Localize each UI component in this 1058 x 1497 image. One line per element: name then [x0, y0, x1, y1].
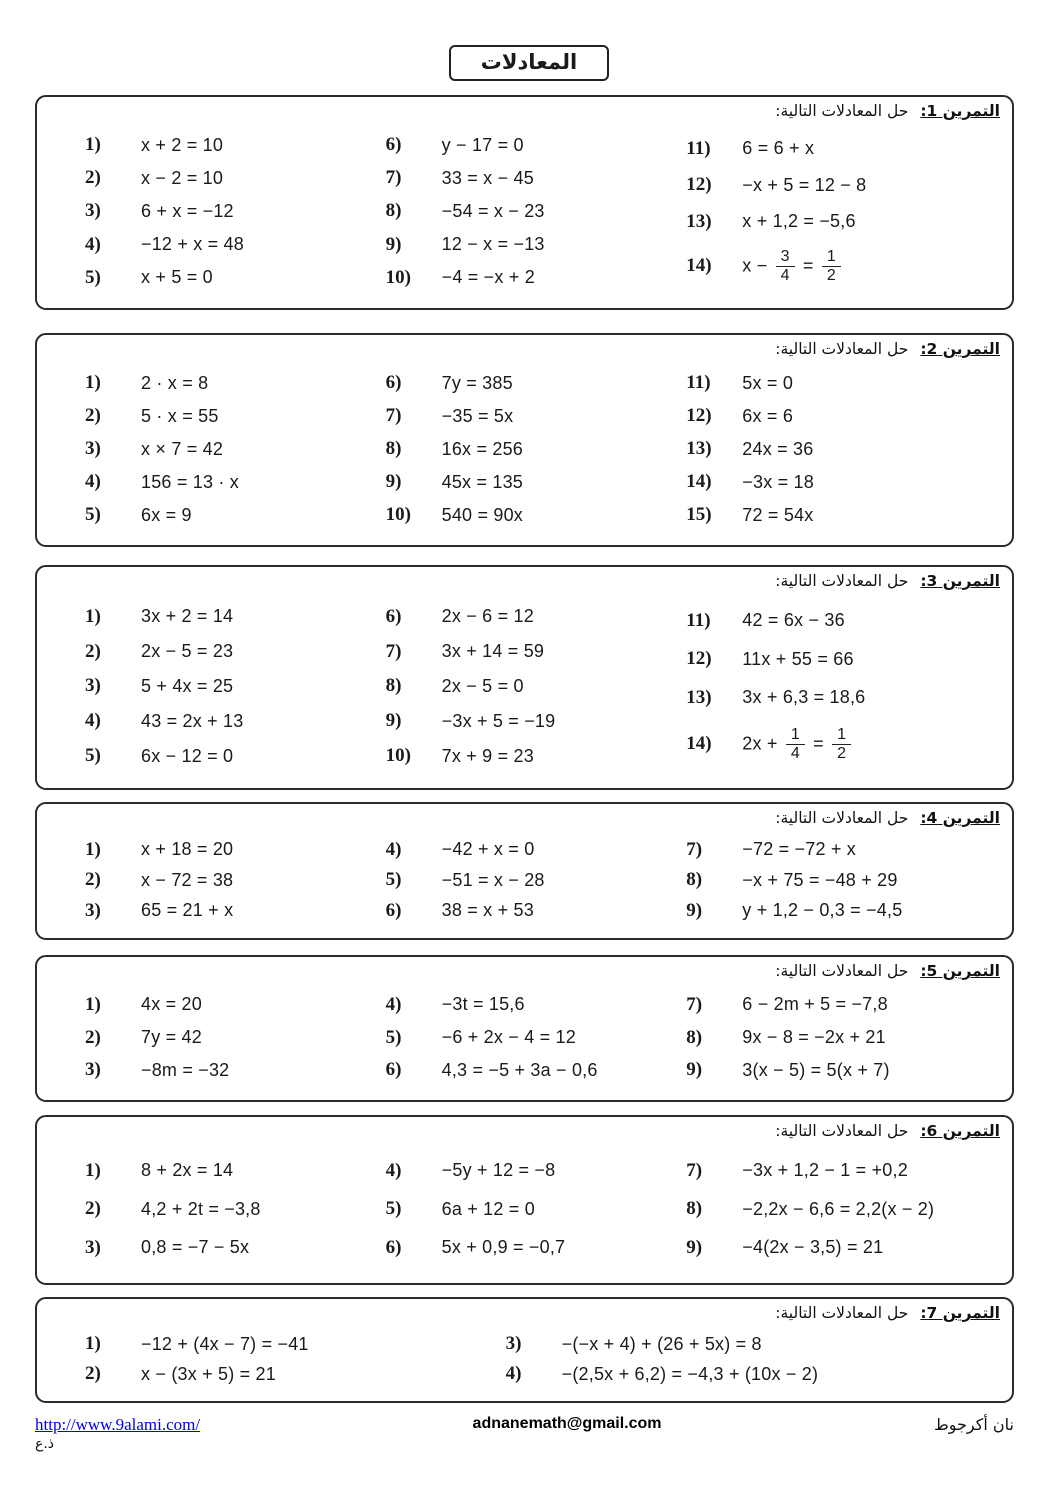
- item-number: 3): [85, 438, 101, 459]
- equation-item: [386, 504, 687, 526]
- equation-text: x + 18 = 20: [141, 839, 234, 859]
- equation-item: [686, 405, 1002, 427]
- item-number: 4): [385, 838, 402, 860]
- equation-item: [85, 167, 386, 189]
- exercise-3-items: [37, 567, 1012, 788]
- item-number: 2): [85, 1026, 101, 1048]
- equation-item: [85, 869, 386, 891]
- exercise-1-header: [775, 102, 1000, 120]
- equation-text: −x + 75 = −48 + 29: [742, 869, 898, 890]
- equation-item: [386, 267, 687, 289]
- equation-item: [686, 1160, 1002, 1182]
- equation-text: x + 5 = 0: [141, 267, 213, 288]
- equation-text: 2x − 5 = 23: [141, 641, 234, 662]
- equation-text: 0,8 = −7 − 5x: [141, 1237, 250, 1257]
- equation-item: [686, 900, 1002, 922]
- equation-text: 4x = 20: [141, 994, 202, 1015]
- equation-item: [386, 606, 687, 628]
- item-number: 4): [85, 710, 101, 732]
- equation-text: x − $\frac{3}{4}$ = $\frac{1}{2}$: [742, 248, 844, 286]
- author-name: نان أكرجوط: [933, 1415, 1014, 1434]
- exercise-5-instruction: حل المعادلات التالية:: [775, 962, 909, 980]
- equation-text: 6 = 6 + x: [742, 138, 815, 159]
- equation-item: [686, 138, 1002, 160]
- item-number: 6): [385, 899, 402, 921]
- exercise-3-header: [775, 572, 1000, 590]
- equation-item: [386, 869, 687, 891]
- item-number: 7): [686, 1159, 703, 1181]
- equation-item: [85, 1333, 506, 1355]
- equation-item: [686, 1027, 1002, 1049]
- item-number: 5): [385, 1198, 402, 1219]
- equation-item: [85, 745, 386, 767]
- equation-item: [85, 372, 386, 394]
- item-number: 11): [686, 137, 711, 159]
- equation-text: −8m = −32: [141, 1059, 230, 1080]
- item-number: 4): [85, 471, 101, 492]
- exercise-column: [85, 1143, 386, 1275]
- equation-item: [386, 372, 687, 394]
- equation-text: −4(2x − 3,5) = 21: [742, 1237, 884, 1257]
- exercise-1-instruction: حل المعادلات التالية:: [775, 102, 909, 120]
- equation-item: [386, 167, 687, 189]
- equation-text: 9x − 8 = −2x + 21: [742, 1027, 886, 1047]
- exercise-2-items: [37, 335, 1012, 545]
- item-number: 5): [85, 504, 101, 525]
- item-number: 5): [85, 745, 101, 767]
- equation-text: 6a + 12 = 0: [441, 1198, 535, 1219]
- item-number: 6): [385, 134, 402, 156]
- equation-item: [686, 174, 1002, 196]
- item-number: 15): [686, 504, 712, 525]
- equation-text: 5 + 4x = 25: [141, 675, 234, 696]
- exercise-column: [386, 983, 687, 1092]
- equation-item: [686, 438, 1002, 460]
- equation-text: 5x + 0,9 = −0,7: [441, 1237, 566, 1257]
- equation-text: −12 + (4x − 7) = −41: [141, 1333, 309, 1354]
- exercise-column: [506, 1325, 1002, 1393]
- item-number: 7): [385, 640, 402, 662]
- item-number: 3): [85, 200, 101, 222]
- item-number: 8): [686, 1198, 703, 1219]
- exercise-7-box: [35, 1297, 1014, 1403]
- equation-item: [686, 504, 1002, 526]
- item-number: 4): [85, 233, 101, 255]
- equation-item: [686, 1198, 1002, 1220]
- equation-text: 5x = 0: [742, 372, 794, 393]
- equation-item: [386, 994, 687, 1016]
- item-number: 6): [385, 1236, 402, 1258]
- equation-text: −2,2x − 6,6 = 2,2(x − 2): [742, 1198, 935, 1219]
- fraction: $\frac{1}{2}$: [822, 248, 841, 286]
- item-number: 7): [686, 838, 703, 860]
- equation-item: [386, 1027, 687, 1049]
- equation-item: [85, 1059, 386, 1081]
- equation-text: 3x + 14 = 59: [441, 641, 545, 662]
- equation-item: [85, 134, 386, 156]
- item-number: 3): [85, 675, 101, 697]
- item-number: 8): [686, 1026, 703, 1048]
- exercise-column: [686, 830, 1002, 930]
- exercise-column: [85, 983, 386, 1092]
- equation-item: [686, 372, 1002, 394]
- item-number: 8): [385, 200, 402, 222]
- exercise-3-title: التمرين 3:: [920, 572, 1000, 590]
- equation-text: −4 = −x + 2: [441, 267, 535, 288]
- equation-item: [506, 1363, 1002, 1385]
- equation-text: 6x − 12 = 0: [141, 745, 234, 766]
- footer-left: [35, 1415, 200, 1452]
- exercise-column: [386, 361, 687, 537]
- equation-item: [686, 648, 1002, 670]
- equation-item: [85, 504, 386, 526]
- equation-text: 45x = 135: [441, 471, 524, 492]
- fraction: $\frac{1}{4}$: [786, 726, 805, 764]
- item-number: 4): [385, 993, 402, 1015]
- equation-text: −3x + 5 = −19: [441, 710, 556, 731]
- equation-text: −3t = 15,6: [441, 994, 525, 1015]
- item-number: 2): [85, 167, 101, 189]
- equation-text: 4,2 + 2t = −3,8: [141, 1198, 261, 1219]
- equation-item: [686, 994, 1002, 1016]
- equation-item: [386, 839, 687, 861]
- exercise-2-header: [775, 340, 1000, 358]
- item-number: 5): [385, 869, 402, 890]
- equation-text: 33 = x − 45: [441, 167, 534, 188]
- exercise-column: [686, 361, 1002, 537]
- exercise-boxes: [35, 95, 1014, 1403]
- fraction: $\frac{3}{4}$: [776, 248, 795, 286]
- equation-text: 4,3 = −5 + 3a − 0,6: [441, 1059, 598, 1080]
- exercise-7-instruction: حل المعادلات التالية:: [775, 1304, 909, 1322]
- equation-item: [506, 1333, 1002, 1355]
- item-number: 2): [85, 1363, 101, 1384]
- exercise-column: [686, 983, 1002, 1092]
- equation-item: [386, 471, 687, 493]
- item-number: 5): [385, 1026, 402, 1048]
- item-number: 13): [686, 686, 712, 708]
- exercise-column: [85, 1325, 506, 1393]
- equation-item: [686, 726, 1002, 764]
- item-number: 8): [385, 438, 402, 459]
- equation-item: [386, 1059, 687, 1081]
- exercise-5-title: التمرين 5:: [920, 962, 1000, 980]
- item-number: 1): [85, 134, 101, 156]
- item-number: 10): [385, 745, 411, 767]
- exercise-column: [686, 123, 1002, 300]
- equation-text: −42 + x = 0: [441, 839, 535, 859]
- item-number: 3): [505, 1333, 522, 1354]
- item-number: 14): [686, 255, 712, 277]
- equation-text: −3x + 1,2 − 1 = +0,2: [742, 1160, 908, 1180]
- item-number: 3): [85, 899, 101, 921]
- equation-text: −51 = x − 28: [441, 869, 545, 890]
- item-number: 11): [686, 609, 711, 631]
- exercise-6-items: [37, 1117, 1012, 1283]
- equation-text: −12 + x = 48: [141, 234, 244, 255]
- item-number: 7): [385, 405, 402, 426]
- exercise-column: [85, 593, 386, 780]
- item-number: 3): [85, 1236, 101, 1258]
- equation-text: 11x + 55 = 66: [742, 648, 854, 669]
- equation-item: [85, 710, 386, 732]
- equation-item: [386, 405, 687, 427]
- item-number: 9): [385, 471, 402, 492]
- item-number: 1): [85, 993, 101, 1015]
- equation-item: [85, 606, 386, 628]
- equation-item: [85, 267, 386, 289]
- exercise-1-items: [37, 97, 1012, 308]
- equation-item: [386, 134, 687, 156]
- equation-text: y + 1,2 − 0,3 = −4,5: [742, 900, 903, 920]
- item-number: 8): [686, 869, 703, 890]
- equation-item: [686, 471, 1002, 493]
- equation-text: 43 = 2x + 13: [141, 710, 244, 731]
- exercise-7-title: التمرين 7:: [920, 1304, 1000, 1322]
- item-number: 14): [686, 471, 712, 492]
- exercise-1-title: التمرين 1:: [920, 102, 1000, 120]
- equation-item: [85, 234, 386, 256]
- item-number: 6): [385, 605, 402, 627]
- equation-text: 12 − x = −13: [441, 234, 545, 255]
- equation-item: [85, 1237, 386, 1259]
- equation-text: x − (3x + 5) = 21: [141, 1363, 276, 1384]
- equation-item: [85, 641, 386, 663]
- equation-item: [386, 234, 687, 256]
- item-number: 9): [385, 233, 402, 255]
- item-number: 10): [385, 504, 411, 525]
- equation-text: x × 7 = 42: [141, 438, 224, 459]
- item-number: 1): [85, 605, 101, 627]
- exercise-6-box: [35, 1115, 1014, 1285]
- equation-item: [686, 211, 1002, 233]
- item-number: 7): [686, 993, 703, 1015]
- item-number: 4): [385, 1159, 402, 1181]
- exercise-4-box: [35, 802, 1014, 940]
- equation-item: [386, 675, 687, 697]
- item-number: 13): [686, 438, 712, 459]
- equation-item: [85, 438, 386, 460]
- equation-text: 3(x − 5) = 5(x + 7): [742, 1059, 890, 1080]
- equation-item: [386, 1237, 687, 1259]
- exercise-3-instruction: حل المعادلات التالية:: [775, 572, 909, 590]
- exercise-6-instruction: حل المعادلات التالية:: [775, 1122, 909, 1140]
- exercise-2-box: [35, 333, 1014, 547]
- item-number: 12): [686, 174, 712, 196]
- exercise-4-header: [775, 809, 1000, 827]
- equation-text: 7x + 9 = 23: [441, 745, 534, 766]
- equation-item: [85, 471, 386, 493]
- title-row: [0, 0, 1058, 81]
- equation-text: 6 − 2m + 5 = −7,8: [742, 994, 888, 1015]
- equation-item: [686, 248, 1002, 286]
- equation-text: 6x = 9: [141, 504, 192, 525]
- equation-text: x + 2 = 10: [141, 134, 224, 155]
- exercise-column: [386, 1143, 687, 1275]
- equation-item: [85, 900, 386, 922]
- item-number: 1): [85, 1159, 101, 1181]
- exercise-column: [85, 830, 386, 930]
- equation-text: 2x − 6 = 12: [441, 606, 534, 627]
- equation-item: [85, 200, 386, 222]
- equation-text: 540 = 90x: [441, 504, 524, 525]
- exercise-column: [386, 123, 687, 300]
- equation-text: 42 = 6x − 36: [742, 610, 845, 631]
- equation-item: [386, 200, 687, 222]
- equation-item: [85, 1027, 386, 1049]
- exercise-5-box: [35, 955, 1014, 1102]
- item-number: 13): [686, 210, 712, 232]
- equation-item: [85, 994, 386, 1016]
- item-number: 1): [85, 838, 101, 860]
- equation-text: −x + 5 = 12 − 8: [742, 174, 867, 195]
- equation-item: [85, 839, 386, 861]
- item-number: 2): [85, 640, 101, 662]
- exercise-7-header: [775, 1304, 1000, 1322]
- equation-item: [386, 710, 687, 732]
- item-number: 5): [85, 266, 101, 288]
- item-number: 1): [85, 1333, 101, 1354]
- exercise-6-title: التمرين 6:: [920, 1122, 1000, 1140]
- item-number: 8): [385, 675, 402, 697]
- equation-text: −35 = 5x: [441, 405, 514, 426]
- exercise-5-header: [775, 962, 1000, 980]
- equation-text: 65 = 21 + x: [141, 900, 234, 920]
- item-number: 3): [85, 1059, 101, 1081]
- equation-text: y − 17 = 0: [441, 134, 524, 155]
- equation-item: [686, 1237, 1002, 1259]
- exercise-column: [85, 361, 386, 537]
- equation-text: 24x = 36: [742, 438, 814, 459]
- exercise-4-title: التمرين 4:: [920, 809, 1000, 827]
- exercise-2-title: التمرين 2:: [920, 340, 1000, 358]
- equation-text: 3x + 2 = 14: [141, 606, 234, 627]
- item-number: 11): [686, 372, 711, 393]
- equation-text: x − 2 = 10: [141, 167, 224, 188]
- page-footer: [35, 1415, 1014, 1452]
- equation-text: −54 = x − 23: [441, 200, 545, 221]
- equation-item: [386, 438, 687, 460]
- equation-item: [686, 687, 1002, 709]
- equation-text: 7y = 42: [141, 1027, 202, 1047]
- equation-text: −3x = 18: [742, 471, 814, 492]
- equation-text: −6 + 2x − 4 = 12: [441, 1027, 576, 1047]
- exercise-column: [686, 593, 1002, 780]
- equation-item: [85, 405, 386, 427]
- item-number: 12): [686, 405, 712, 426]
- equation-item: [686, 839, 1002, 861]
- item-number: 9): [686, 1236, 703, 1258]
- equation-text: 5 · x = 55: [141, 405, 219, 426]
- footer-note: ذ.ع: [35, 1436, 55, 1452]
- exercise-6-header: [775, 1122, 1000, 1140]
- item-number: 9): [686, 1059, 703, 1081]
- item-number: 14): [686, 733, 712, 755]
- equation-text: −5y + 12 = −8: [441, 1160, 556, 1180]
- equation-text: 2x − 5 = 0: [441, 675, 524, 696]
- equation-text: 7y = 385: [441, 372, 513, 393]
- equation-item: [686, 1059, 1002, 1081]
- exercise-column: [686, 1143, 1002, 1275]
- equation-item: [85, 1363, 506, 1385]
- equation-item: [85, 675, 386, 697]
- equation-text: 156 = 13 · x: [141, 471, 239, 492]
- item-number: 6): [385, 1059, 402, 1081]
- item-number: 12): [686, 648, 712, 670]
- item-number: 9): [686, 899, 703, 921]
- exercise-column: [386, 593, 687, 780]
- equation-text: x − 72 = 38: [141, 869, 234, 890]
- exercise-2-instruction: حل المعادلات التالية:: [775, 340, 909, 358]
- item-number: 2): [85, 869, 101, 890]
- fraction: $\frac{1}{2}$: [832, 726, 851, 764]
- equation-item: [85, 1160, 386, 1182]
- item-number: 10): [385, 266, 411, 288]
- equation-text: 38 = x + 53: [441, 900, 534, 920]
- equation-item: [85, 1198, 386, 1220]
- equation-text: x + 1,2 = −5,6: [742, 211, 856, 232]
- equation-item: [686, 869, 1002, 891]
- exercise-1-box: [35, 95, 1014, 310]
- item-number: 2): [85, 405, 101, 426]
- equation-text: 8 + 2x = 14: [141, 1160, 234, 1180]
- item-number: 4): [505, 1363, 522, 1384]
- equation-item: [386, 641, 687, 663]
- equation-item: [386, 745, 687, 767]
- equation-text: 72 = 54x: [742, 504, 814, 525]
- equation-item: [386, 1160, 687, 1182]
- exercise-4-instruction: حل المعادلات التالية:: [775, 809, 909, 827]
- email-text: adnanemath@gmail.com: [472, 1415, 662, 1432]
- exercise-column: [386, 830, 687, 930]
- item-number: 6): [385, 372, 402, 393]
- equation-text: 6 + x = −12: [141, 200, 234, 221]
- equation-text: 16x = 256: [441, 438, 524, 459]
- equation-text: 2 · x = 8: [141, 372, 209, 393]
- exercise-column: [85, 123, 386, 300]
- website-link[interactable]: http://www.9alami.com/: [35, 1415, 201, 1434]
- equation-item: [386, 1198, 687, 1220]
- item-number: 1): [85, 372, 101, 393]
- equation-text: −(2,5x + 6,2) = −4,3 + (10x − 2): [561, 1363, 819, 1384]
- exercise-3-box: [35, 565, 1014, 790]
- equation-text: −72 = −72 + x: [742, 839, 856, 859]
- equation-text: −(−x + 4) + (26 + 5x) = 8: [561, 1333, 762, 1354]
- item-number: 9): [385, 710, 402, 732]
- equation-text: 2x + $\frac{1}{4}$ = $\frac{1}{2}$: [742, 726, 854, 764]
- equation-text: 6x = 6: [742, 405, 794, 426]
- page-title: المعادلات: [449, 45, 609, 81]
- equation-item: [686, 610, 1002, 632]
- item-number: 7): [385, 167, 402, 189]
- item-number: 2): [85, 1198, 101, 1219]
- equation-text: 3x + 6,3 = 18,6: [742, 687, 866, 708]
- equation-item: [386, 900, 687, 922]
